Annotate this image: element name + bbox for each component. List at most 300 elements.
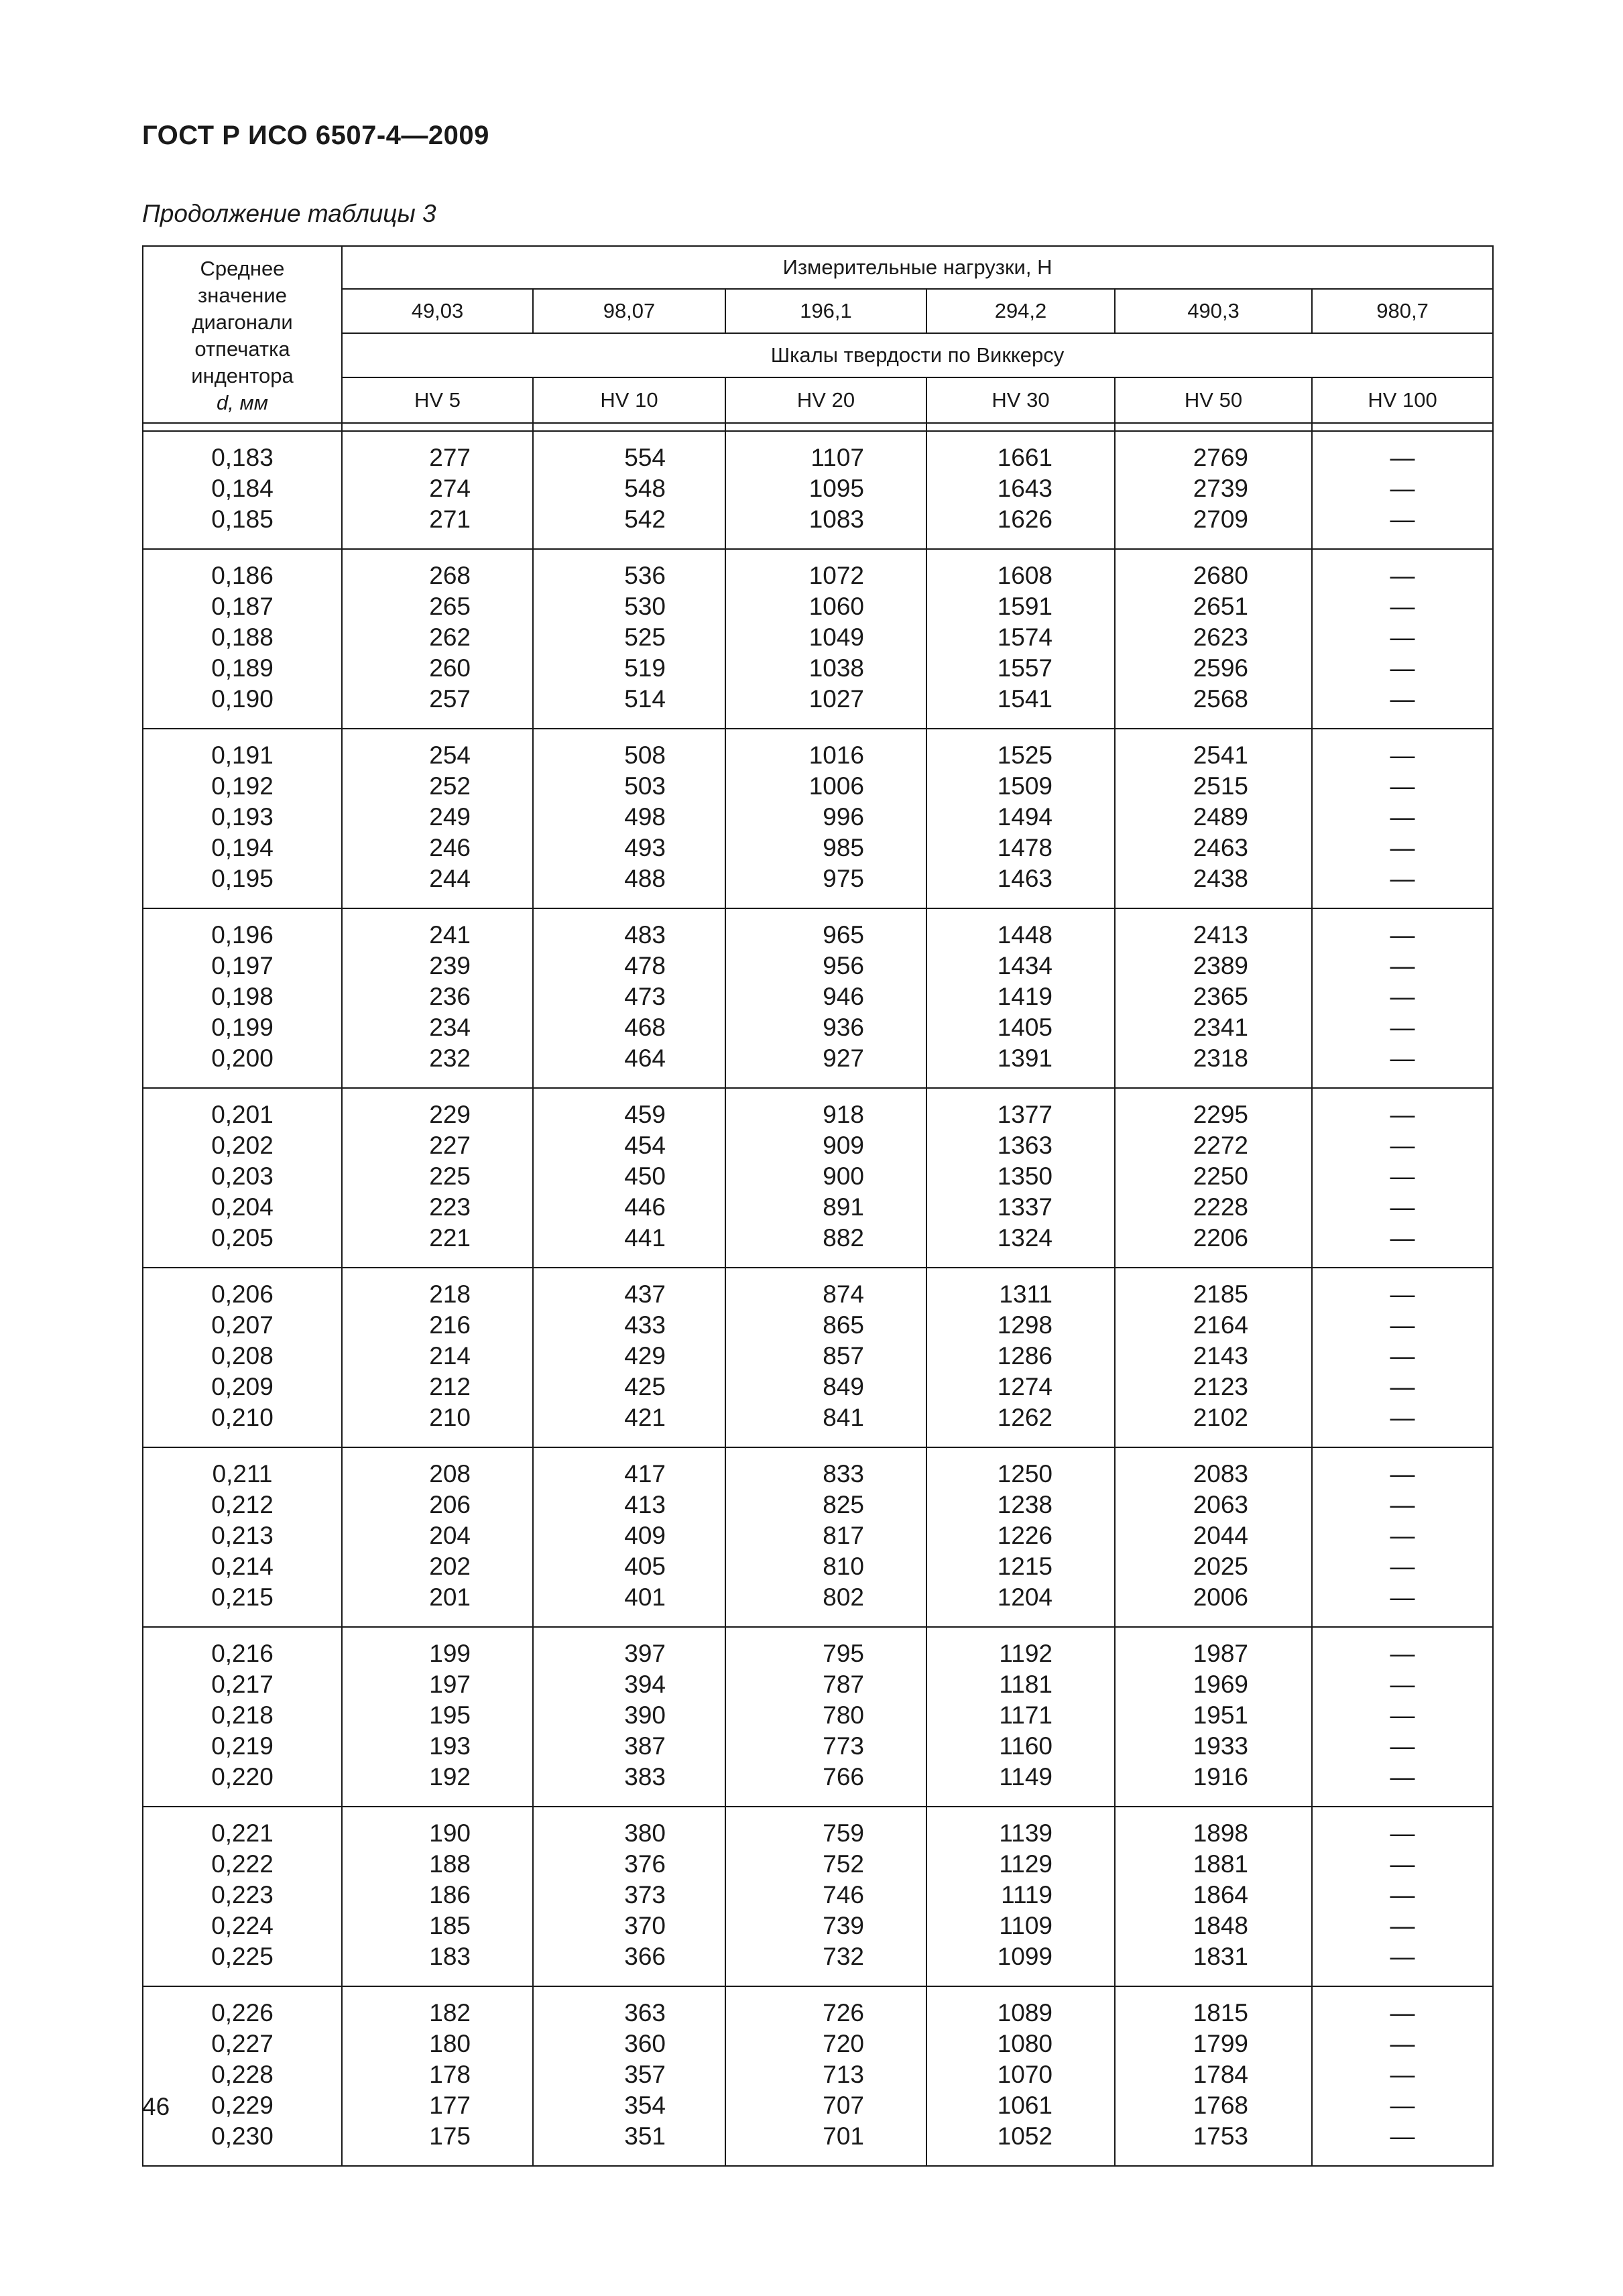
table-row [143,1582,1493,1627]
hardness-cell: 2206 [1115,1223,1312,1268]
hardness-cell: 1463 [926,863,1115,908]
diagonal-cell: 0,218 [143,1700,342,1731]
stub-header-line: отпечатка [194,337,290,361]
hardness-cell: 190 [342,1807,533,1849]
diagonal-cell: 0,193 [143,802,342,833]
hardness-cell: 218 [342,1268,533,1310]
hardness-cell: — [1312,653,1493,684]
hardness-cell: 208 [342,1447,533,1490]
hardness-cell: 417 [533,1447,725,1490]
table-row [143,1372,1493,1402]
table-row [143,729,1493,771]
hardness-cell: 841 [725,1402,926,1447]
hardness-cell: 1525 [926,729,1115,771]
table-row [143,1268,1493,1310]
hardness-cell: 421 [533,1402,725,1447]
hardness-cell: — [1312,591,1493,622]
diagonal-cell: 0,205 [143,1223,342,1268]
hardness-cell: 473 [533,981,725,1012]
table-header [143,246,1493,431]
diagonal-cell: 0,185 [143,504,342,549]
hardness-cell: — [1312,1880,1493,1911]
hardness-cell: 188 [342,1849,533,1880]
table-row [143,1941,1493,1986]
scales-header: Шкалы твердости по Виккерсу [342,333,1493,377]
hardness-cell: 1226 [926,1520,1115,1551]
hardness-cell: 1434 [926,951,1115,981]
hardness-cell: 197 [342,1669,533,1700]
table-row [143,504,1493,549]
hardness-cell: 536 [533,549,725,591]
table-row [143,684,1493,729]
loads-header: Измерительные нагрузки, Н [342,246,1493,289]
hardness-cell: 464 [533,1043,725,1088]
table-row [143,431,1493,473]
hardness-cell: 1799 [1115,2029,1312,2059]
hardness-cell: 254 [342,729,533,771]
hardness-cell: 1987 [1115,1627,1312,1669]
diagonal-column-header [143,246,342,423]
hardness-cell: — [1312,981,1493,1012]
hardness-cell: 236 [342,981,533,1012]
hardness-cell: 1107 [725,431,926,473]
hardness-cell: 241 [342,908,533,951]
diagonal-cell: 0,215 [143,1582,342,1627]
table-row [143,1520,1493,1551]
hardness-cell: 1070 [926,2059,1115,2090]
diagonal-cell: 0,214 [143,1551,342,1582]
hardness-cell: 2413 [1115,908,1312,951]
hardness-cell: 2341 [1115,1012,1312,1043]
hardness-cell: 1274 [926,1372,1115,1402]
hardness-cell: 193 [342,1731,533,1762]
hardness-cell: 405 [533,1551,725,1582]
row-group [143,729,1493,908]
hardness-cell: 2680 [1115,549,1312,591]
stub-header-line: значение [198,284,287,307]
hardness-cell: 900 [725,1161,926,1192]
hardness-cell: 1509 [926,771,1115,802]
hardness-cell: 1377 [926,1088,1115,1130]
hardness-cell: 441 [533,1223,725,1268]
hardness-cell: 459 [533,1088,725,1130]
table-row [143,1161,1493,1192]
hardness-cell: 483 [533,908,725,951]
hardness-cell: 849 [725,1372,926,1402]
hardness-cell: 260 [342,653,533,684]
hardness-cell: — [1312,1341,1493,1372]
table-row [143,1223,1493,1268]
row-group [143,1627,1493,1807]
row-group [143,1447,1493,1627]
table-row [143,1310,1493,1341]
hardness-cell: 732 [725,1941,926,1986]
hardness-cell: 265 [342,591,533,622]
hardness-cell: 488 [533,863,725,908]
hardness-cell: 2143 [1115,1341,1312,1372]
diagonal-cell: 0,195 [143,863,342,908]
hardness-cell: 1324 [926,1223,1115,1268]
hardness-cell: 2365 [1115,981,1312,1012]
hardness-cell: 1160 [926,1731,1115,1762]
hardness-cell: 2541 [1115,729,1312,771]
hardness-cell: 1072 [725,549,926,591]
stub-header-line: индентора [191,364,294,387]
hardness-cell: 1080 [926,2029,1115,2059]
hardness-cell: 554 [533,431,725,473]
hardness-cell: 204 [342,1520,533,1551]
hardness-cell: 2389 [1115,951,1312,981]
diagonal-cell: 0,204 [143,1192,342,1223]
hardness-cell: 354 [533,2090,725,2121]
hardness-cell: 1215 [926,1551,1115,1582]
hardness-cell: 202 [342,1551,533,1582]
page-number: 46 [142,2093,170,2120]
hardness-cell: 401 [533,1582,725,1627]
hardness-cell: 195 [342,1700,533,1731]
table-row [143,2059,1493,2090]
table-row [143,1911,1493,1941]
hardness-cell: 2489 [1115,802,1312,833]
table-row [143,1192,1493,1223]
table-row [143,2121,1493,2166]
hardness-cell: 2515 [1115,771,1312,802]
hardness-cell: 707 [725,2090,926,2121]
diagonal-cell: 0,213 [143,1520,342,1551]
hardness-cell: — [1312,1223,1493,1268]
hardness-cell: 454 [533,1130,725,1161]
diagonal-cell: 0,198 [143,981,342,1012]
hardness-cell: 874 [725,1268,926,1310]
hardness-cell: 2272 [1115,1130,1312,1161]
hardness-cell: 1591 [926,591,1115,622]
table-row [143,622,1493,653]
hardness-cell: 882 [725,1223,926,1268]
hardness-cell: 437 [533,1268,725,1310]
diagonal-cell: 0,223 [143,1880,342,1911]
table-row [143,1043,1493,1088]
diagonal-cell: 0,217 [143,1669,342,1700]
hardness-cell: 2769 [1115,431,1312,473]
diagonal-cell: 0,202 [143,1130,342,1161]
hardness-cell: 1192 [926,1627,1115,1669]
table-row [143,1490,1493,1520]
hardness-cell: — [1312,1911,1493,1941]
hardness-cell: — [1312,1762,1493,1807]
hardness-cell: — [1312,771,1493,802]
hardness-cell: 865 [725,1310,926,1341]
hardness-cell: 909 [725,1130,926,1161]
diagonal-cell: 0,208 [143,1341,342,1372]
hardness-cell: 1848 [1115,1911,1312,1941]
hardness-cell: 478 [533,951,725,981]
hardness-cell: 1311 [926,1268,1115,1310]
hardness-cell: 450 [533,1161,725,1192]
table-row [143,1012,1493,1043]
scale-label: HV 20 [725,377,926,423]
diagonal-cell: 0,212 [143,1490,342,1520]
hardness-cell: 271 [342,504,533,549]
hardness-cell: 2228 [1115,1192,1312,1223]
row-group [143,431,1493,549]
hardness-cell: 975 [725,863,926,908]
hardness-cell: 542 [533,504,725,549]
hardness-cell: 373 [533,1880,725,1911]
diagonal-cell: 0,209 [143,1372,342,1402]
hardness-cell: 274 [342,473,533,504]
hardness-cell: 2318 [1115,1043,1312,1088]
hardness-cell: 277 [342,431,533,473]
hardness-cell: — [1312,622,1493,653]
hardness-cell: 178 [342,2059,533,2090]
hardness-cell: 891 [725,1192,926,1223]
diagonal-cell: 0,187 [143,591,342,622]
diagonal-cell: 0,192 [143,771,342,802]
load-value: 98,07 [533,289,725,333]
hardness-cell: 2102 [1115,1402,1312,1447]
hardness-cell: — [1312,1520,1493,1551]
diagonal-cell: 0,219 [143,1731,342,1762]
hardness-cell: 1419 [926,981,1115,1012]
hardness-cell: 186 [342,1880,533,1911]
table-row [143,549,1493,591]
table-row [143,1807,1493,1849]
hardness-cell: 1363 [926,1130,1115,1161]
hardness-cell: 802 [725,1582,926,1627]
table-row [143,951,1493,981]
hardness-cell: 351 [533,2121,725,2166]
diagonal-cell: 0,197 [143,951,342,981]
hardness-cell: — [1312,1130,1493,1161]
diagonal-cell: 0,216 [143,1627,342,1669]
hardness-cell: 1171 [926,1700,1115,1731]
hardness-cell: 2651 [1115,591,1312,622]
hardness-cell: 787 [725,1669,926,1700]
diagonal-cell: 0,191 [143,729,342,771]
row-group [143,1268,1493,1447]
hardness-cell: 817 [725,1520,926,1551]
diagonal-cell: 0,206 [143,1268,342,1310]
table-row [143,1551,1493,1582]
hardness-cell: 252 [342,771,533,802]
hardness-cell: 268 [342,549,533,591]
hardness-cell: 366 [533,1941,725,1986]
table-row [143,1130,1493,1161]
hardness-cell: 425 [533,1372,725,1402]
hardness-cell: 2295 [1115,1088,1312,1130]
hardness-cell: 752 [725,1849,926,1880]
hardness-cell: 1350 [926,1161,1115,1192]
hardness-cell: 996 [725,802,926,833]
hardness-cell: 780 [725,1700,926,1731]
diagonal-cell: 0,207 [143,1310,342,1341]
hardness-cell: — [1312,1088,1493,1130]
hardness-cell: 357 [533,2059,725,2090]
hardness-cell: 1262 [926,1402,1115,1447]
hardness-cell: 2083 [1115,1447,1312,1490]
hardness-cell: — [1312,908,1493,951]
hardness-cell: 249 [342,802,533,833]
hardness-cell: 766 [725,1762,926,1807]
hardness-cell: 199 [342,1627,533,1669]
table-row [143,2090,1493,2121]
hardness-cell: — [1312,549,1493,591]
hardness-cell: 394 [533,1669,725,1700]
hardness-cell: 1815 [1115,1986,1312,2029]
load-value: 196,1 [725,289,926,333]
hardness-cell: 1006 [725,771,926,802]
hardness-cell: 1052 [926,2121,1115,2166]
hardness-cell: 946 [725,981,926,1012]
hardness-cell: — [1312,1669,1493,1700]
hardness-cell: 380 [533,1807,725,1849]
table-row [143,2029,1493,2059]
hardness-cell: — [1312,1447,1493,1490]
hardness-cell: — [1312,1310,1493,1341]
stub-header-line: Среднее [200,257,285,280]
hardness-cell: 214 [342,1341,533,1372]
diagonal-cell: 0,211 [143,1447,342,1490]
hardness-cell: — [1312,1192,1493,1223]
hardness-cell: 2623 [1115,622,1312,653]
hardness-cell: — [1312,2059,1493,2090]
hardness-cell: — [1312,1807,1493,1849]
stub-header-line: диагонали [192,310,293,334]
row-group [143,908,1493,1088]
hardness-cell: 2044 [1115,1520,1312,1551]
hardness-cell: 1016 [725,729,926,771]
hardness-cell: 468 [533,1012,725,1043]
hardness-table [142,245,1494,2167]
hardness-cell: — [1312,1941,1493,1986]
hardness-cell: 508 [533,729,725,771]
table-row [143,1447,1493,1490]
hardness-cell: 1250 [926,1447,1115,1490]
hardness-cell: — [1312,431,1493,473]
diagonal-cell: 0,228 [143,2059,342,2090]
hardness-cell: — [1312,1268,1493,1310]
hardness-cell: 1864 [1115,1880,1312,1911]
hardness-cell: 1881 [1115,1849,1312,1880]
hardness-cell: — [1312,951,1493,981]
hardness-cell: — [1312,1700,1493,1731]
hardness-cell: 759 [725,1807,926,1849]
hardness-cell: — [1312,1551,1493,1582]
diagonal-cell: 0,188 [143,622,342,653]
hardness-cell: 936 [725,1012,926,1043]
diagonal-cell: 0,210 [143,1402,342,1447]
hardness-cell: 548 [533,473,725,504]
hardness-cell: 1643 [926,473,1115,504]
hardness-cell: 433 [533,1310,725,1341]
hardness-cell: 713 [725,2059,926,2090]
hardness-cell: 182 [342,1986,533,2029]
hardness-cell: 1478 [926,833,1115,863]
hardness-cell: 1768 [1115,2090,1312,2121]
hardness-cell: 956 [725,951,926,981]
table-row [143,908,1493,951]
table-row [143,833,1493,863]
hardness-cell: 2438 [1115,863,1312,908]
hardness-cell: — [1312,1372,1493,1402]
hardness-cell: 185 [342,1911,533,1941]
hardness-cell: 1109 [926,1911,1115,1941]
table-row [143,653,1493,684]
scale-label: HV 50 [1115,377,1312,423]
hardness-cell: 2739 [1115,473,1312,504]
header-separator [143,423,1493,431]
scale-label: HV 100 [1312,377,1493,423]
hardness-cell: 183 [342,1941,533,1986]
hardness-cell: 825 [725,1490,926,1520]
diagonal-cell: 0,229 [143,2090,342,2121]
hardness-cell: 1661 [926,431,1115,473]
hardness-cell: 2596 [1115,653,1312,684]
load-value: 980,7 [1312,289,1493,333]
hardness-cell: 212 [342,1372,533,1402]
hardness-cell: 246 [342,833,533,863]
hardness-cell: 227 [342,1130,533,1161]
table-row [143,473,1493,504]
hardness-cell: 1494 [926,802,1115,833]
hardness-cell: 726 [725,1986,926,2029]
hardness-cell: — [1312,1627,1493,1669]
hardness-cell: 1337 [926,1192,1115,1223]
hardness-cell: 1753 [1115,2121,1312,2166]
hardness-cell: — [1312,1731,1493,1762]
hardness-cell: 376 [533,1849,725,1880]
diagonal-cell: 0,201 [143,1088,342,1130]
hardness-cell: 1831 [1115,1941,1312,1986]
hardness-cell: — [1312,1490,1493,1520]
hardness-cell: 1784 [1115,2059,1312,2090]
hardness-cell: 192 [342,1762,533,1807]
row-group [143,1986,1493,2166]
hardness-cell: 232 [342,1043,533,1088]
table-row [143,1849,1493,1880]
scale-label: HV 30 [926,377,1115,423]
diagonal-cell: 0,230 [143,2121,342,2166]
hardness-cell: 519 [533,653,725,684]
hardness-cell: 223 [342,1192,533,1223]
hardness-cell: 1448 [926,908,1115,951]
diagonal-cell: 0,222 [143,1849,342,1880]
hardness-cell: 206 [342,1490,533,1520]
hardness-cell: 216 [342,1310,533,1341]
hardness-cell: 739 [725,1911,926,1941]
hardness-cell: 409 [533,1520,725,1551]
hardness-cell: 1541 [926,684,1115,729]
diagonal-cell: 0,184 [143,473,342,504]
hardness-cell: 1557 [926,653,1115,684]
hardness-cell: 210 [342,1402,533,1447]
hardness-cell: 225 [342,1161,533,1192]
diagonal-cell: 0,227 [143,2029,342,2059]
hardness-cell: 2568 [1115,684,1312,729]
diagonal-cell: 0,199 [143,1012,342,1043]
hardness-cell: 229 [342,1088,533,1130]
hardness-cell: 2164 [1115,1310,1312,1341]
diagonal-cell: 0,196 [143,908,342,951]
hardness-cell: 965 [725,908,926,951]
hardness-cell: — [1312,802,1493,833]
hardness-cell: 503 [533,771,725,802]
hardness-cell: — [1312,863,1493,908]
hardness-cell: 239 [342,951,533,981]
hardness-cell: 221 [342,1223,533,1268]
hardness-cell: — [1312,473,1493,504]
hardness-cell: 833 [725,1447,926,1490]
